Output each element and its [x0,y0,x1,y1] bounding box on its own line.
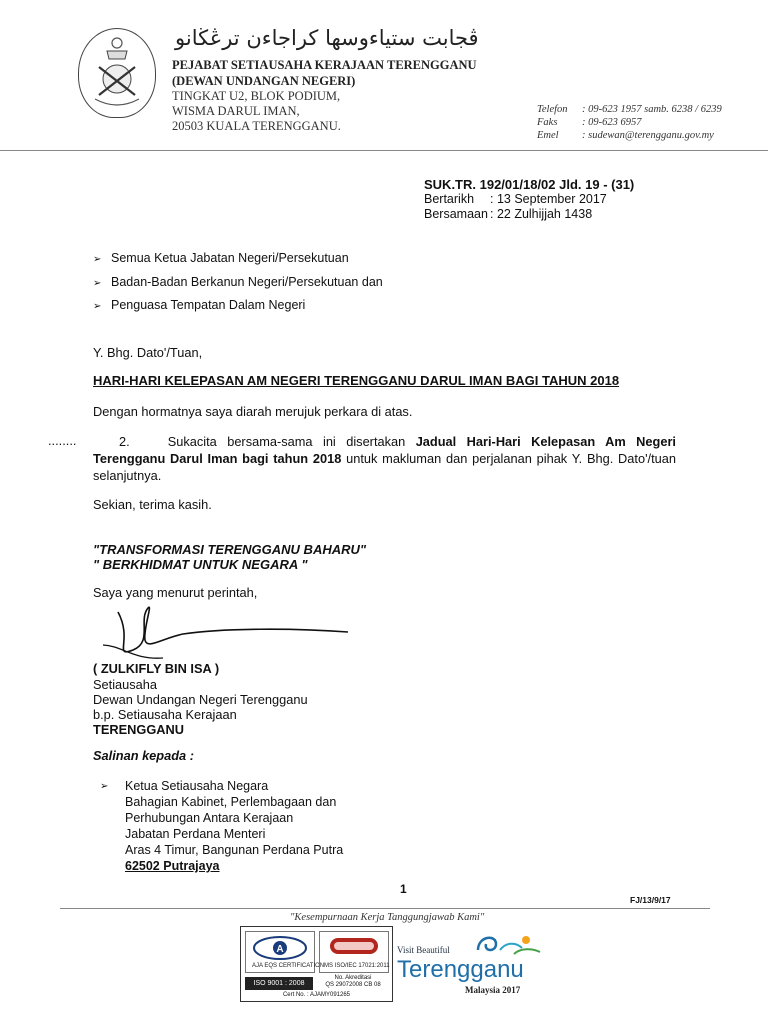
recipient-item: ➢ Semua Ketua Jabatan Negeri/Persekutuan [93,251,349,265]
jawi-heading: ڤجابت ستياءوسها كراجاءن ترڠڬانو [175,26,479,50]
cc-line: Jabatan Perdana Menteri [125,827,266,841]
paragraph-number: 2. [119,434,130,449]
subject-heading: HARI-HARI KELEPASAN AM NEGERI TERENGGANU DARUL IMAN BAGI TAHUN 2018 [93,373,620,388]
sign-off: Saya yang menurut perintah, [93,585,258,600]
address-line: TINGKAT U2, BLOK PODIUM, [172,89,341,103]
certification-badge [240,926,393,1002]
visit-tagline: Visit Beautiful [397,945,450,955]
closing: Sekian, terima kasih. [93,497,212,512]
iso-label: ISO 9001 : 2008 [245,977,313,990]
slogan-line: " BERKHIDMAT UNTUK NEGARA " [93,557,308,572]
footer-divider [60,908,710,909]
org-name: PEJABAT SETIAUSAHA KERAJAAN TERENGGANU [172,58,477,72]
footer-motto: "Kesempurnaan Kerja Tanggungjawab Kami" [290,912,485,923]
tourism-brand: Terengganu [397,956,524,983]
tourism-wave-logo [470,928,550,958]
aja-cert-logo: A AJA EQS CERTIFICATION [245,931,315,973]
paragraph-1: Dengan hormatnya saya diarah merujuk perkara di atas. [93,404,413,419]
page-number: 1 [400,882,407,896]
contact-email: Emel : sudewan@terengganu.gov.my [537,130,714,141]
date-line: Bertarikh : 13 September 2017 [424,192,607,206]
reference-number: SUK.TR. 192/01/18/02 Jld. 19 - (31) [424,177,635,192]
cc-postcode: 62502 Putrajaya [125,859,220,873]
recipient-item: ➢ Penguasa Tempatan Dalam Negeri [93,298,306,312]
arrow-bullet-icon: ➢ [100,781,109,792]
handwritten-signature [93,600,373,660]
paragraph-2: 2. Sukacita bersama-sama ini disertakan Jadual Hari-Hari Kelepasan Am Negeri Terengganu Darul Iman bagi tahun 2018 untuk makluman dan perjalanan pihak Y. Bhg. Dato'/tuan selanjutnya. [93,434,676,483]
signatory-title: Setiausaha [93,677,158,692]
paragraph-dots: ........ [48,433,77,448]
cc-line: Aras 4 Timur, Bangunan Perdana Putra [125,843,344,857]
arrow-bullet-icon: ➢ [93,301,102,312]
address-line: WISMA DARUL IMAN, [172,104,300,118]
signatory-name: ( ZULKIFLY BIN ISA ) [93,661,220,676]
contact-fax: Faks : 09-623 6957 [537,117,642,128]
attachment-title: Jadual Hari-Hari Kelepasan Am Negeri Terengganu Darul Iman bagi tahun 2018 [93,434,676,466]
cc-label: Salinan kepada : [93,748,194,763]
cc-line: Ketua Setiausaha Negara [125,779,269,793]
state-crest-logo [78,28,156,118]
header-divider [0,150,768,151]
arrow-bullet-icon: ➢ [93,254,102,265]
slogan-line: "TRANSFORMASI TERENGGANU BAHARU" [93,542,367,557]
cert-number: Cert No. : AJAMY091265 [282,992,351,998]
visit-year: Malaysia 2017 [465,985,521,995]
hijri-date-line: Bersamaan : 22 Zulhijjah 1438 [424,207,593,221]
file-code: FJ/13/9/17 [630,895,671,905]
svg-text:A: A [276,944,284,955]
org-subname: (DEWAN UNDANGAN NEGERI) [172,74,356,88]
accreditation-number: No. Akreditasi QS 29072008 CB 08 [325,975,381,988]
cc-line: Bahagian Kabinet, Perlembagaan dan [125,795,337,809]
standards-malaysia-logo: MS ISO/IEC 17021:2011 [319,931,389,973]
signatory-title: Dewan Undangan Negeri Terengganu [93,692,308,707]
address-line: 20503 KUALA TERENGGANU. [172,119,341,133]
salutation: Y. Bhg. Dato'/Tuan, [93,345,203,360]
cc-line: Perhubungan Antara Kerajaan [125,811,294,825]
signatory-state: TERENGGANU [93,722,185,737]
signatory-title: b.p. Setiausaha Kerajaan [93,707,237,722]
recipient-item: ➢ Badan-Badan Berkanun Negeri/Persekutuan dan [93,275,383,289]
contact-phone: Telefon : 09-623 1957 samb. 6238 / 6239 [537,104,722,115]
arrow-bullet-icon: ➢ [93,278,102,289]
